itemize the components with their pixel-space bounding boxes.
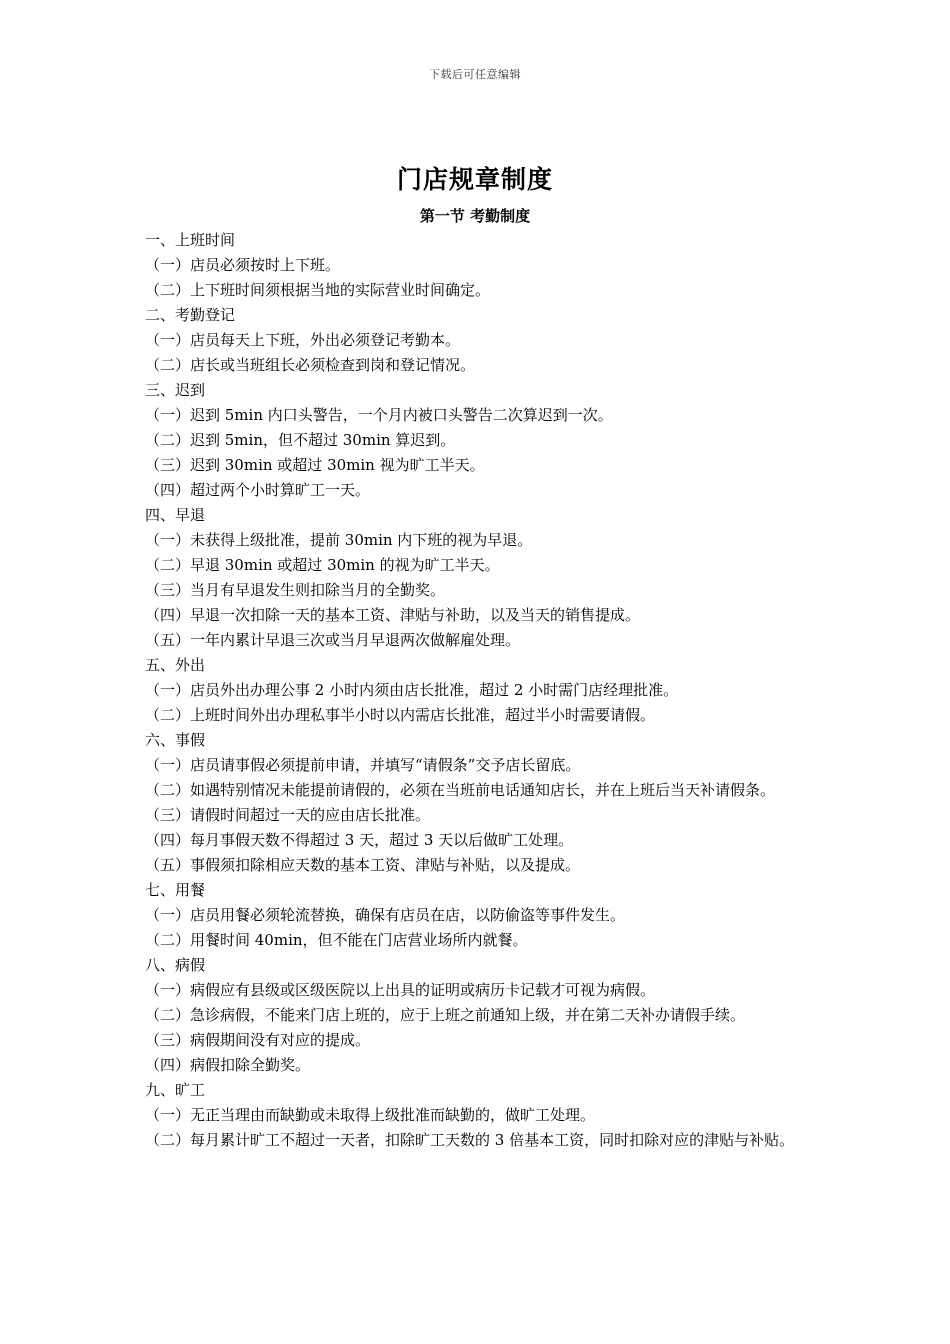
paragraph: （三）病假期间没有对应的提成。 [145, 1031, 371, 1049]
paragraph: 九、旷工 [145, 1081, 206, 1099]
section-title: 第一节 考勤制度 [419, 207, 531, 225]
paragraph: 二、考勤登记 [145, 306, 236, 324]
paragraph: （二）用餐时间 40min，但不能在门店营业场所内就餐。 [145, 931, 528, 949]
paragraph: （二）早退 30min 或超过 30min 的视为旷工半天。 [145, 556, 500, 574]
paragraph: （三）迟到 30min 或超过 30min 视为旷工半天。 [145, 456, 485, 474]
paragraph: （一）迟到 5min 内口头警告，一个月内被口头警告二次算迟到一次。 [145, 406, 613, 424]
header-note: 下载后可任意编辑 [429, 68, 521, 81]
paragraph: （一）未获得上级批准，提前 30min 内下班的视为早退。 [145, 531, 533, 549]
paragraph: （四）超过两个小时算旷工一天。 [145, 481, 371, 499]
paragraph: 七、用餐 [145, 881, 206, 899]
paragraph: （四）早退一次扣除一天的基本工资、津贴与补助，以及当天的销售提成。 [145, 606, 641, 624]
paragraph: （一）店员外出办理公事 2 小时内须由店长批准，超过 2 小时需门店经理批准。 [145, 681, 679, 699]
paragraph: 四、早退 [145, 506, 206, 524]
document-title: 门店规章制度 [396, 165, 553, 194]
paragraph: （二）急诊病假，不能来门店上班的，应于上班之前通知上级，并在第二天补办请假手续。 [145, 1006, 746, 1024]
paragraph: （一）店员请事假必须提前申请，并填写“请假条”交予店长留底。 [145, 756, 581, 774]
paragraph: 八、病假 [145, 956, 206, 974]
paragraph: （一）店员必须按时上下班。 [145, 256, 341, 274]
paragraph: （二）每月累计旷工不超过一天者，扣除旷工天数的 3 倍基本工资，同时扣除对应的津贴与补贴。 [145, 1131, 795, 1149]
paragraph: （一）店员用餐必须轮流替换，确保有店员在店，以防偷盗等事件发生。 [145, 906, 626, 924]
paragraph: 六、事假 [145, 731, 206, 749]
paragraph: （五）一年内累计早退三次或当月早退两次做解雇处理。 [145, 631, 521, 649]
paragraph: （三）请假时间超过一天的应由店长批准。 [145, 806, 431, 824]
paragraph: （一）病假应有县级或区级医院以上出具的证明或病历卡记载才可视为病假。 [145, 981, 656, 999]
paragraph: 三、迟到 [145, 381, 206, 399]
paragraph: （二）上下班时间须根据当地的实际营业时间确定。 [145, 281, 491, 299]
paragraph: （三）当月有早退发生则扣除当月的全勤奖。 [145, 581, 446, 599]
paragraph: （二）上班时间外出办理私事半小时以内需店长批准，超过半小时需要请假。 [145, 706, 656, 724]
paragraph: 五、外出 [145, 656, 206, 674]
paragraph: （五）事假须扣除相应天数的基本工资、津贴与补贴，以及提成。 [145, 856, 581, 874]
paragraph: （二）迟到 5min，但不超过 30min 算迟到。 [145, 431, 456, 449]
paragraph: （二）店长或当班组长必须检查到岗和登记情况。 [145, 356, 476, 374]
paragraph: （四）病假扣除全勤奖。 [145, 1056, 311, 1074]
paragraph: （一）店员每天上下班，外出必须登记考勤本。 [145, 331, 461, 349]
paragraph: （二）如遇特别情况未能提前请假的，必须在当班前电话通知店长，并在上班后当天补请假条。 [145, 781, 776, 799]
document-body [145, 228, 810, 1153]
paragraph: 一、上班时间 [145, 231, 236, 249]
paragraph: （四）每月事假天数不得超过 3 天，超过 3 天以后做旷工处理。 [145, 831, 574, 849]
paragraph: （一）无正当理由而缺勤或未取得上级批准而缺勤的，做旷工处理。 [145, 1106, 596, 1124]
